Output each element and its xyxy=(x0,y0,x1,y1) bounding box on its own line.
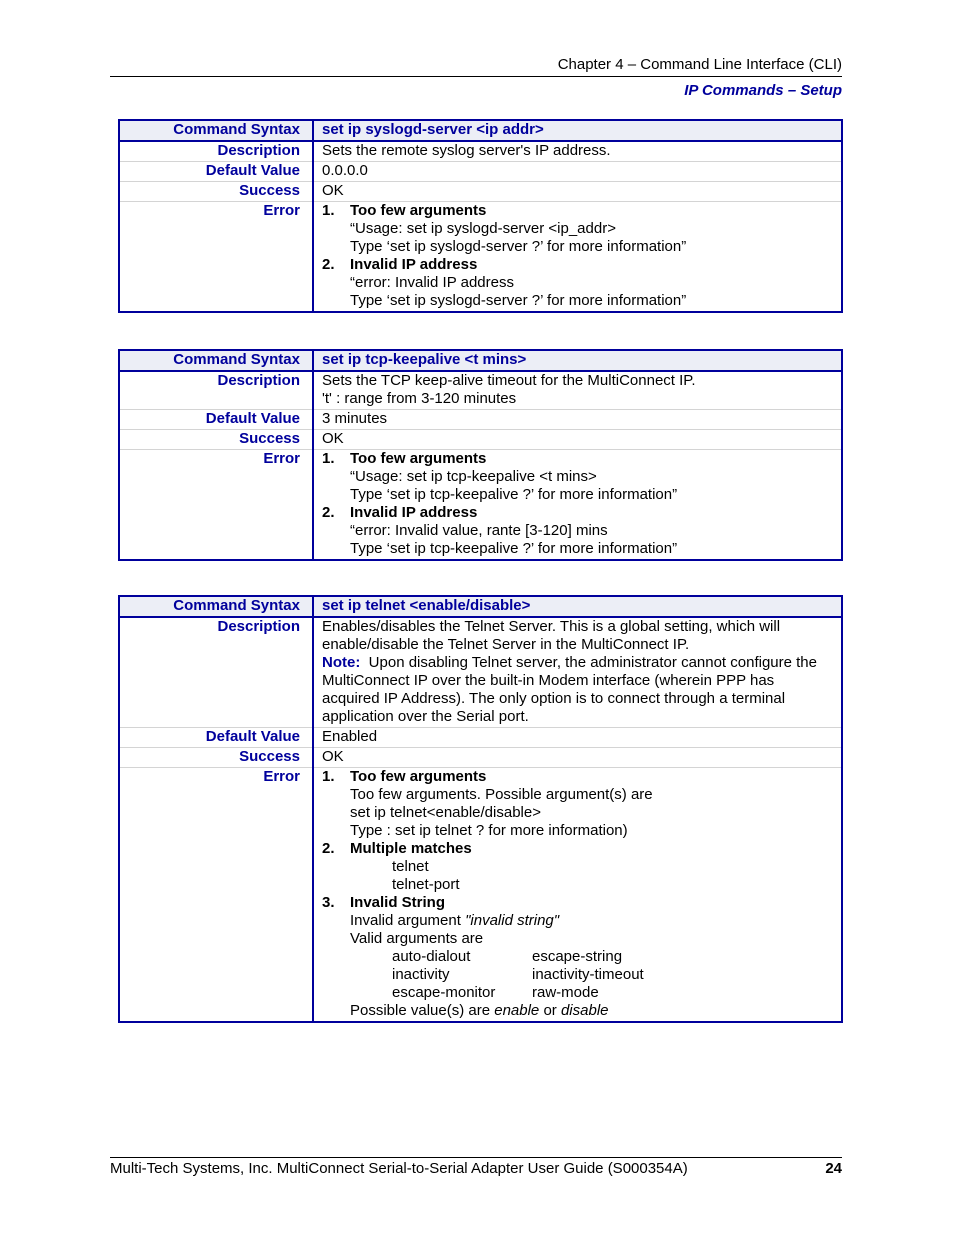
error-row xyxy=(119,202,842,313)
note-label: Note: xyxy=(322,654,361,671)
description-label: Description xyxy=(119,371,313,410)
syntax-value: set ip tcp-keepalive <t mins> xyxy=(313,350,842,371)
success-label: Success xyxy=(119,748,313,768)
error-line: “error: Invalid IP address xyxy=(350,274,514,291)
success-value: OK xyxy=(313,182,842,202)
syntax-label: Command Syntax xyxy=(119,350,313,371)
footer-rule xyxy=(110,1157,842,1158)
section-title: IP Commands – Setup xyxy=(684,82,842,99)
error-item xyxy=(322,894,835,912)
syntax-value: set ip syslogd-server <ip addr> xyxy=(313,120,842,141)
error-title: Invalid IP address xyxy=(350,256,478,273)
error-line: Too few arguments. Possible argument(s) are xyxy=(350,786,653,803)
default-row xyxy=(119,410,842,430)
valid-arg: raw-mode xyxy=(532,984,599,1001)
possible-enable: enable xyxy=(494,1002,540,1019)
default-value: 3 minutes xyxy=(313,410,842,430)
page-number: 24 xyxy=(825,1160,842,1177)
possible-values-line xyxy=(322,1002,835,1020)
default-value: Enabled xyxy=(313,728,842,748)
default-value: 0.0.0.0 xyxy=(313,162,842,182)
note-text: Upon disabling Telnet server, the administrator cannot configure the MultiConnect IP over the built-in Modem interface (wherein PPP has acquired IP Address). The only option is to connect through a terminal application over the Serial port. xyxy=(322,654,817,725)
description-value: Sets the remote syslog server's IP address. xyxy=(313,141,842,162)
error-label: Error xyxy=(119,202,313,313)
error-line: Type ‘set ip tcp-keepalive ?’ for more information” xyxy=(350,486,678,503)
success-label: Success xyxy=(119,182,313,202)
footer-text: Multi-Tech Systems, Inc. MultiConnect Serial-to-Serial Adapter User Guide (S000354A) xyxy=(110,1160,688,1177)
possible-disable: disable xyxy=(560,1002,609,1019)
error-line: “Usage: set ip tcp-keepalive <t mins> xyxy=(350,468,597,485)
syntax-value: set ip telnet <enable/disable> xyxy=(313,596,842,617)
error-item xyxy=(322,504,835,522)
error-value xyxy=(313,202,842,313)
error-number: 1. xyxy=(322,202,335,219)
error-row xyxy=(119,768,842,1023)
syntax-label: Command Syntax xyxy=(119,596,313,617)
description-label: Description xyxy=(119,141,313,162)
valid-arg: inactivity-timeout xyxy=(532,966,644,983)
default-label: Default Value xyxy=(119,728,313,748)
error-item xyxy=(322,256,835,274)
valid-arg: auto-dialout xyxy=(392,948,471,965)
error-line: set ip telnet<enable/disable> xyxy=(350,804,541,821)
description-text: Enables/disables the Telnet Server. This is a global setting, which will enable/disable the Telnet Server in the MultiConnect IP. xyxy=(322,618,781,653)
command-table-syslogd-server xyxy=(118,119,843,313)
default-label: Default Value xyxy=(119,162,313,182)
invalid-prefix: Invalid argument xyxy=(350,912,466,929)
error-line: “Usage: set ip syslogd-server <ip_addr> xyxy=(350,220,616,237)
error-item xyxy=(322,840,835,858)
success-row xyxy=(119,182,842,202)
match-option: telnet xyxy=(392,858,429,875)
syntax-row xyxy=(119,120,842,141)
error-label: Error xyxy=(119,450,313,561)
error-number: 2. xyxy=(322,840,335,857)
valid-arg: inactivity xyxy=(392,966,450,983)
error-line: “error: Invalid value, rante [3-120] mins xyxy=(350,522,608,539)
description-line: Sets the TCP keep-alive timeout for the MultiConnect IP. xyxy=(322,372,696,389)
default-row xyxy=(119,728,842,748)
error-value xyxy=(313,450,842,561)
error-title: Too few arguments xyxy=(350,768,487,785)
error-line: Type ‘set ip syslogd-server ?’ for more information” xyxy=(350,238,687,255)
possible-or: or xyxy=(539,1002,561,1019)
error-number: 1. xyxy=(322,768,335,785)
error-item xyxy=(322,768,835,786)
error-line: Type ‘set ip syslogd-server ?’ for more information” xyxy=(350,292,687,309)
note xyxy=(322,654,835,726)
default-label: Default Value xyxy=(119,410,313,430)
valid-args-label: Valid arguments are xyxy=(350,930,484,947)
success-row xyxy=(119,430,842,450)
error-title: Too few arguments xyxy=(350,450,487,467)
valid-args-row xyxy=(322,966,835,984)
invalid-argument-line xyxy=(322,912,835,930)
error-line: Type ‘set ip tcp-keepalive ?’ for more information” xyxy=(350,540,678,557)
invalid-value: "invalid string" xyxy=(465,912,560,929)
error-label: Error xyxy=(119,768,313,1023)
description-row xyxy=(119,371,842,410)
description-label: Description xyxy=(119,617,313,728)
error-value xyxy=(313,768,842,1023)
syntax-label: Command Syntax xyxy=(119,120,313,141)
error-title: Invalid String xyxy=(350,894,446,911)
error-number: 3. xyxy=(322,894,335,911)
description-line: 't' : range from 3-120 minutes xyxy=(322,390,517,407)
command-table-tcp-keepalive xyxy=(118,349,843,561)
possible-prefix: Possible value(s) are xyxy=(350,1002,495,1019)
error-item xyxy=(322,202,835,220)
success-label: Success xyxy=(119,430,313,450)
command-table-telnet xyxy=(118,595,843,1023)
valid-args-row xyxy=(322,948,835,966)
syntax-row xyxy=(119,350,842,371)
chapter-title: Chapter 4 – Command Line Interface (CLI) xyxy=(557,56,842,73)
error-title: Invalid IP address xyxy=(350,504,478,521)
error-number: 1. xyxy=(322,450,335,467)
description-row xyxy=(119,141,842,162)
syntax-row xyxy=(119,596,842,617)
error-number: 2. xyxy=(322,504,335,521)
error-line: Type : set ip telnet ? for more information) xyxy=(350,822,628,839)
success-value: OK xyxy=(313,430,842,450)
description-value xyxy=(313,371,842,410)
success-value: OK xyxy=(313,748,842,768)
default-row xyxy=(119,162,842,182)
error-number: 2. xyxy=(322,256,335,273)
error-row xyxy=(119,450,842,561)
error-title: Multiple matches xyxy=(350,840,472,857)
valid-arg: escape-monitor xyxy=(392,984,496,1001)
header-rule xyxy=(110,76,842,77)
valid-arg: escape-string xyxy=(532,948,623,965)
valid-args-row xyxy=(322,984,835,1002)
success-row xyxy=(119,748,842,768)
error-title: Too few arguments xyxy=(350,202,487,219)
description-value xyxy=(313,617,842,728)
description-row xyxy=(119,617,842,728)
error-item xyxy=(322,450,835,468)
match-option: telnet-port xyxy=(392,876,460,893)
